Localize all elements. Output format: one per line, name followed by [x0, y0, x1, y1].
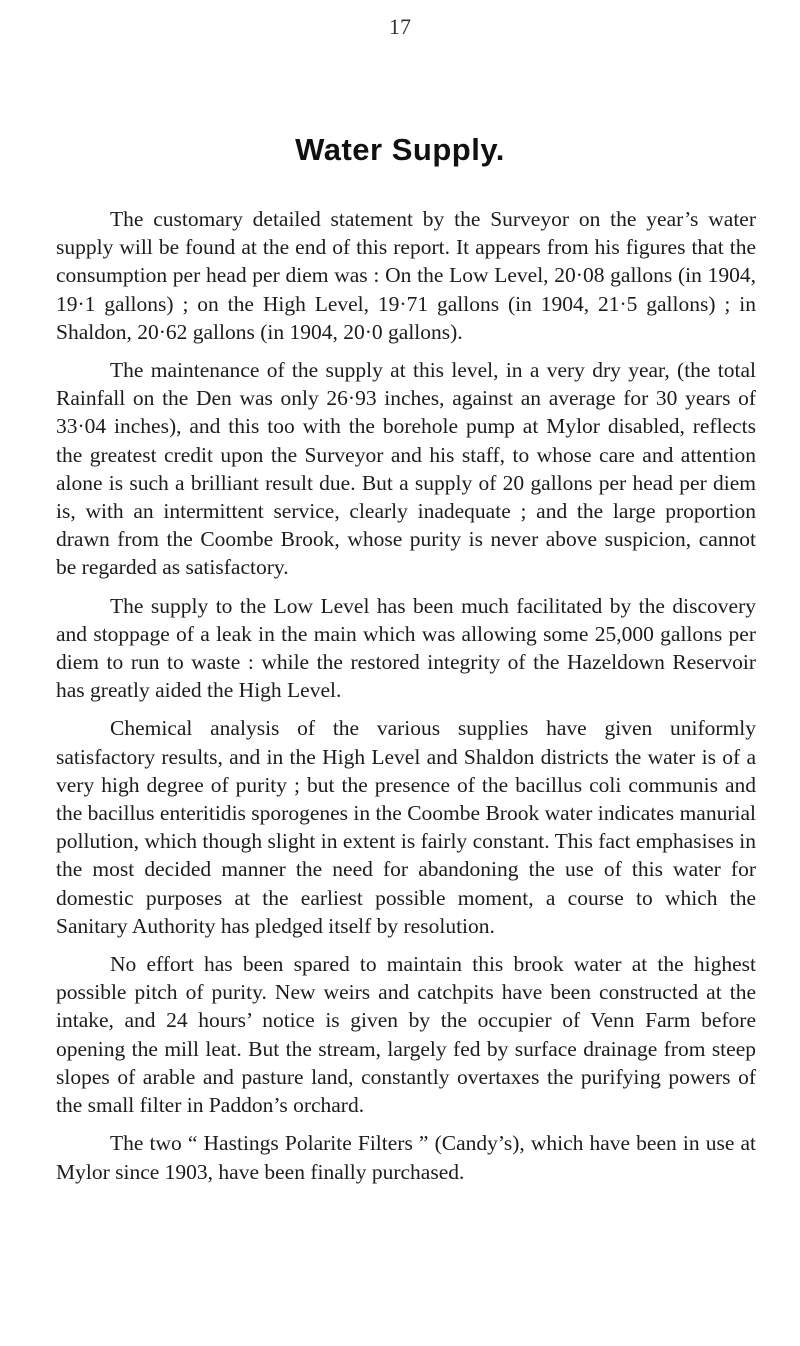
paragraph-filters: The two “ Hastings Polarite Filters ” (Candy’s), which have been in use at Mylor since 1903, have been finally purchased.	[56, 1131, 756, 1184]
paragraph-chemical-analysis: Chemical analysis of the various supplies have given uniformly satisfactory results, and in the High Level and Shaldon districts the water is of a very high degree of purity ; but the presence of the bacillus coli communis and the bacillus enteritidis sporogenes in the Coombe Brook water indicates manurial pollution, which though slight in extent is fairly constant. This fact emphasises in the most decided manner the need for abandoning the use of this water for domestic purposes at the earliest possible moment, a course to which the Sanitary Authority has pledged itself by resolution.	[56, 716, 756, 938]
paragraph-brook-purity: No effort has been spared to maintain this brook water at the highest possible pitch of purity. New weirs and catchpits have been constructed at the intake, and 24 hours’ notice is given by the occupier of Venn Farm before opening the mill leat. But the stream, largely fed by surface drainage from steep slopes of arable and pasture land, constantly overtaxes the purifying powers of the small filter in Paddon’s orchard.	[56, 952, 756, 1118]
paragraph-maintenance: The maintenance of the supply at this level, in a very dry year, (the total Rainfall on the Den was only 26·93 inches, against an average for 30 years of 33·04 inches), and this too with the borehole pump at Mylor disabled, reflects the greatest credit upon the Surveyor and his staff, to whose care and attention alone is such a brilliant result due. But a supply of 20 gallons per head per diem is, with an intermittent service, clearly inadequate ; and the large proportion drawn from the Coombe Brook, whose purity is never above suspicion, cannot be regarded as satisfactory.	[56, 358, 756, 580]
page-title: Water Supply.	[295, 132, 505, 167]
page-number: 17	[389, 14, 411, 39]
paragraph-consumption: The customary detailed statement by the Surveyor on the year’s water supply will be found at the end of this report. It appears from his figures that the consumption per head per diem was : On the Low Level, 20·08 gallons (in 1904, 19·1 gallons) ; on the High Level, 19·71 gallons (in 1904, 21·5 gallons) ; in Shaldon, 20·62 gallons (in 1904, 20·0 gallons).	[56, 207, 756, 344]
paragraph-low-level: The supply to the Low Level has been much facilitated by the discovery and stoppage of a leak in the main which was allowing some 25,000 gallons per diem to run to waste : while the restored integrity of the Hazeldown Reservoir has greatly aided the High Level.	[56, 593, 756, 703]
body-text	[56, 205, 756, 1196]
